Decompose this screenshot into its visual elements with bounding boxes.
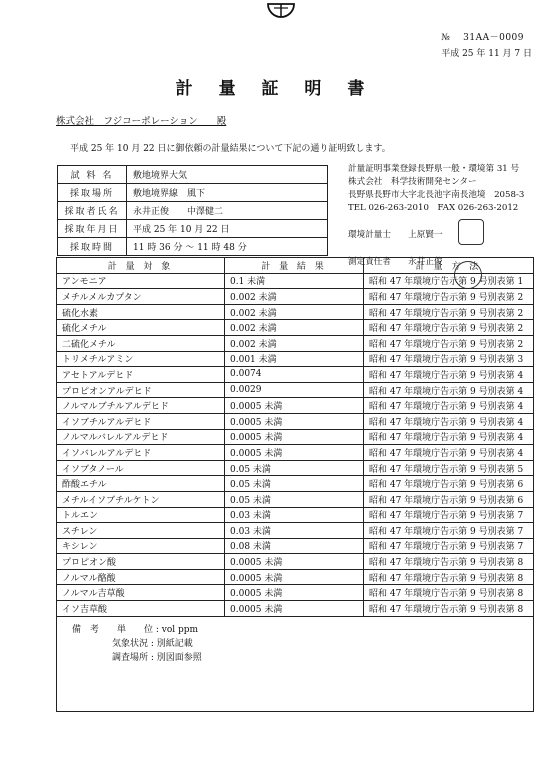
measurer: 環境計量士 上原賢一 bbox=[348, 230, 443, 240]
cell-method: 昭和 47 年環境庁告示第 9 号別表第 6 bbox=[364, 491, 534, 507]
cell-method: 昭和 47 年環境庁告示第 9 号別表第 7 bbox=[364, 523, 534, 539]
cell-target: ノルマル酪酸 bbox=[57, 569, 225, 585]
cell-target: アセトアルデヒド bbox=[57, 367, 225, 383]
cell-result: 0.0005 未満 bbox=[225, 429, 364, 445]
table-row bbox=[57, 507, 534, 523]
sample-label: 採取者氏名 bbox=[58, 202, 127, 220]
cell-method: 昭和 47 年環境庁告示第 9 号別表第 2 bbox=[364, 304, 534, 320]
notes-row bbox=[57, 616, 534, 711]
company-logo-icon bbox=[266, 2, 296, 24]
table-row bbox=[57, 491, 534, 507]
cell-target: スチレン bbox=[57, 523, 225, 539]
cell-target: 二硫化メチル bbox=[57, 335, 225, 351]
cell-result: 0.0029 bbox=[225, 382, 364, 398]
table-row bbox=[57, 538, 534, 554]
cell-method: 昭和 47 年環境庁告示第 9 号別表第 5 bbox=[364, 460, 534, 476]
cell-method: 昭和 47 年環境庁告示第 9 号別表第 8 bbox=[364, 554, 534, 570]
table-row bbox=[57, 476, 534, 492]
cell-method: 昭和 47 年環境庁告示第 9 号別表第 4 bbox=[364, 398, 534, 414]
cell-method: 昭和 47 年環境庁告示第 9 号別表第 4 bbox=[364, 413, 534, 429]
table-header-row bbox=[57, 258, 534, 274]
table-row bbox=[57, 367, 534, 383]
cell-target: イソ吉草酸 bbox=[57, 601, 225, 617]
table-row bbox=[57, 273, 534, 289]
document-title: 計 量 証 明 書 bbox=[175, 79, 375, 99]
table-row bbox=[57, 382, 534, 398]
sample-value: 永井正俊 中澤健二 bbox=[127, 202, 328, 220]
cell-result: 0.1 未満 bbox=[225, 273, 364, 289]
company-name: 株式会社 科学技術開発センター bbox=[348, 177, 477, 187]
cell-method: 昭和 47 年環境庁告示第 9 号別表第 8 bbox=[364, 601, 534, 617]
cell-result: 0.002 未満 bbox=[225, 320, 364, 336]
cell-method: 昭和 47 年環境庁告示第 9 号別表第 2 bbox=[364, 289, 534, 305]
sample-row bbox=[58, 202, 328, 220]
cell-method: 昭和 47 年環境庁告示第 9 号別表第 2 bbox=[364, 335, 534, 351]
cell-result: 0.0074 bbox=[225, 367, 364, 383]
table-row bbox=[57, 320, 534, 336]
manager: 測定責任者 永井正俊 bbox=[348, 257, 443, 267]
notes-cell bbox=[57, 616, 534, 711]
sample-row bbox=[58, 166, 328, 184]
cell-target: 硫化水素 bbox=[57, 304, 225, 320]
cell-result: 0.0005 未満 bbox=[225, 398, 364, 414]
registration-number: 計量証明事業登録長野県一般・環境第 31 号 bbox=[348, 164, 520, 174]
table-row bbox=[57, 335, 534, 351]
cell-result: 0.0005 未満 bbox=[225, 601, 364, 617]
table-row bbox=[57, 429, 534, 445]
sample-value: 敷地境界線 風下 bbox=[127, 184, 328, 202]
cell-target: メチルメルカプタン bbox=[57, 289, 225, 305]
cell-target: メチルイソブチルケトン bbox=[57, 491, 225, 507]
column-header-method: 計 量 方 法 bbox=[364, 258, 534, 274]
cell-target: ノルマル吉草酸 bbox=[57, 585, 225, 601]
intro-text: 平成 25 年 10 月 22 日に御依頼の計量結果について下記の通り証明致します。 bbox=[70, 144, 391, 154]
sample-label: 採取時間 bbox=[58, 238, 127, 256]
notes-unit: 単 位 : vol ppm bbox=[117, 624, 199, 635]
cell-target: イソブチルアルデヒド bbox=[57, 413, 225, 429]
column-header-result: 計 量 結 果 bbox=[225, 258, 364, 274]
cell-result: 0.0005 未満 bbox=[225, 445, 364, 461]
results-table-body bbox=[57, 273, 534, 616]
cell-result: 0.05 未満 bbox=[225, 460, 364, 476]
cell-method: 昭和 47 年環境庁告示第 9 号別表第 8 bbox=[364, 585, 534, 601]
sample-label: 採取年月日 bbox=[58, 220, 127, 238]
table-row bbox=[57, 351, 534, 367]
cell-method: 昭和 47 年環境庁告示第 9 号別表第 4 bbox=[364, 382, 534, 398]
cell-method: 昭和 47 年環境庁告示第 9 号別表第 8 bbox=[364, 569, 534, 585]
cell-target: トルエン bbox=[57, 507, 225, 523]
cell-method: 昭和 47 年環境庁告示第 9 号別表第 4 bbox=[364, 429, 534, 445]
results-table bbox=[56, 257, 534, 712]
cell-result: 0.0005 未満 bbox=[225, 585, 364, 601]
table-row bbox=[57, 601, 534, 617]
issue-date: 平成 25 年 11 月 7 日 bbox=[441, 49, 532, 59]
table-row bbox=[57, 304, 534, 320]
sample-row bbox=[58, 238, 328, 256]
cell-method: 昭和 47 年環境庁告示第 9 号別表第 4 bbox=[364, 367, 534, 383]
cell-target: イソバレルアルデヒド bbox=[57, 445, 225, 461]
cell-result: 0.05 未満 bbox=[225, 476, 364, 492]
company-address: 長野県長野市大字北長池字南長池境 2058-3 bbox=[348, 190, 525, 200]
cell-result: 0.0005 未満 bbox=[225, 413, 364, 429]
table-row bbox=[57, 445, 534, 461]
cell-target: イソブタノール bbox=[57, 460, 225, 476]
table-row bbox=[57, 413, 534, 429]
cell-result: 0.002 未満 bbox=[225, 289, 364, 305]
cell-target: トリメチルアミン bbox=[57, 351, 225, 367]
cell-method: 昭和 47 年環境庁告示第 9 号別表第 1 bbox=[364, 273, 534, 289]
cell-method: 昭和 47 年環境庁告示第 9 号別表第 7 bbox=[364, 538, 534, 554]
cell-method: 昭和 47 年環境庁告示第 9 号別表第 4 bbox=[364, 445, 534, 461]
sample-label: 採取場所 bbox=[58, 184, 127, 202]
cell-result: 0.03 未満 bbox=[225, 523, 364, 539]
column-header-target: 計 量 対 象 bbox=[57, 258, 225, 274]
notes-heading: 備 考 bbox=[72, 624, 100, 635]
sample-label: 試 料 名 bbox=[58, 166, 127, 184]
document-number: № 31AA－0009 bbox=[441, 33, 524, 43]
cell-target: キシレン bbox=[57, 538, 225, 554]
cell-target: プロピオン酸 bbox=[57, 554, 225, 570]
recipient: 株式会社 フジコーポレーション 殿 bbox=[56, 116, 227, 127]
table-row bbox=[57, 569, 534, 585]
cell-result: 0.03 未満 bbox=[225, 507, 364, 523]
sample-info-table bbox=[57, 165, 328, 256]
notes-weather: 気象状況 : 別紙記載 bbox=[112, 638, 193, 649]
notes-location: 調査場所 : 別図面参照 bbox=[112, 652, 202, 663]
cell-result: 0.0005 未満 bbox=[225, 554, 364, 570]
cell-result: 0.05 未満 bbox=[225, 491, 364, 507]
table-row bbox=[57, 398, 534, 414]
square-seal-icon bbox=[458, 219, 484, 245]
certifier-block bbox=[348, 163, 524, 269]
sample-value: 11 時 36 分 ～ 11 時 48 分 bbox=[127, 238, 328, 256]
cell-target: アンモニア bbox=[57, 273, 225, 289]
cell-method: 昭和 47 年環境庁告示第 9 号別表第 3 bbox=[364, 351, 534, 367]
sample-value: 平成 25 年 10 月 22 日 bbox=[127, 220, 328, 238]
cell-result: 0.002 未満 bbox=[225, 335, 364, 351]
table-row bbox=[57, 460, 534, 476]
cell-target: 硫化メチル bbox=[57, 320, 225, 336]
cell-target: ノルマルバレルアルデヒド bbox=[57, 429, 225, 445]
cell-target: プロピオンアルデヒド bbox=[57, 382, 225, 398]
cell-method: 昭和 47 年環境庁告示第 9 号別表第 6 bbox=[364, 476, 534, 492]
sample-row bbox=[58, 184, 328, 202]
table-row bbox=[57, 554, 534, 570]
cell-target: ノルマルブチルアルデヒド bbox=[57, 398, 225, 414]
table-row bbox=[57, 585, 534, 601]
cell-result: 0.001 未満 bbox=[225, 351, 364, 367]
sample-value: 敷地境界大気 bbox=[127, 166, 328, 184]
cell-target: 酢酸エチル bbox=[57, 476, 225, 492]
cell-method: 昭和 47 年環境庁告示第 9 号別表第 2 bbox=[364, 320, 534, 336]
cell-result: 0.08 未満 bbox=[225, 538, 364, 554]
cell-method: 昭和 47 年環境庁告示第 9 号別表第 7 bbox=[364, 507, 534, 523]
cell-result: 0.0005 未満 bbox=[225, 569, 364, 585]
table-row bbox=[57, 289, 534, 305]
sample-row bbox=[58, 220, 328, 238]
cell-result: 0.002 未満 bbox=[225, 304, 364, 320]
phone-fax: TEL 026-263-2010 FAX 026-263-2012 bbox=[348, 203, 519, 213]
table-row bbox=[57, 523, 534, 539]
